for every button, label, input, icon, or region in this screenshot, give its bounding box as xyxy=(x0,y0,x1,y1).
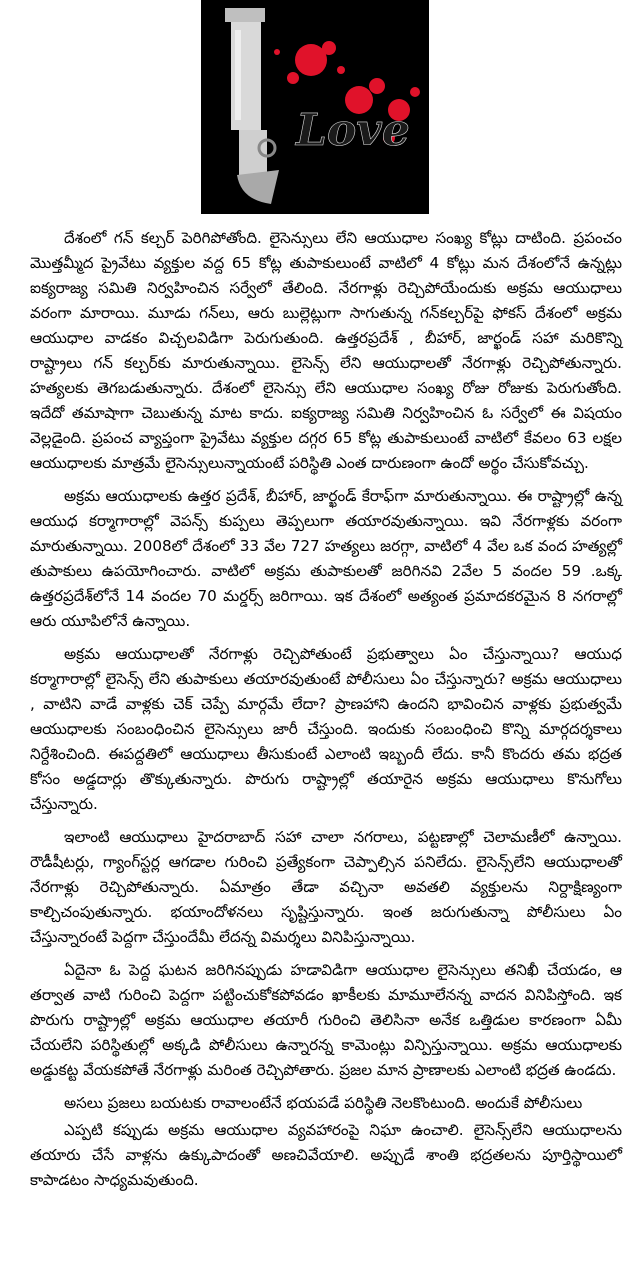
article-paragraph: అసలు ప్రజలు బయటకు రావాలంటేనే భయపడే పరిస్థితి నెలకొంటుంది. అందుకే పోలీసులు xyxy=(64,1094,583,1112)
article-body xyxy=(30,226,622,1201)
article-paragraph: అక్రమ ఆయుధాలతో నేరగాళ్లు రెచ్చిపోతుంటే ప్రభుత్వాలు ఏం చేస్తున్నాయి? ఆయుధ కర్మాగారాల్లో లైసెన్స్ లేని తుపాకులు తయారవుతుంటే పోలీసులు ఏం చేస్తున్నారు? అక్రమ ఆయుధాలు , వాటిని వాడే వాళ్లకు చెక్ చెప్పే మార్గమే లేదా? ప్రాణహాని ఉందని భావించిన వాళ్లకు ప్రభుత్వమే ఆయుధాలకు సంబంధించిన లైసెన్సులు జారీ చేస్తుంది. ఇందుకు సంబంధించి కొన్ని మార్గదర్శకాలు నిర్దేశించింది. ఈపద్దతిలో ఆయుధాలు తీసుకుంటే ఎలాంటి ఇబ్బందీ లేదు. కానీ కొందరు తమ భద్రత కోసం అడ్డదార్లు తొక్కుతున్నారు. పొరుగు రాష్ట్రాల్లో తయారైన అక్రమ ఆయుధాలు కొనుగోలు చేస్తున్నారు. xyxy=(30,645,622,813)
article-paragraph: ఎప్పటి కప్పుడు అక్రమ ఆయుధాల వ్యవహారంపై నిఘా ఉంచాలి. లైసెన్స్‌లేని ఆయుధాలను తయారు చేసే వాళ్లను ఉక్కుపాదంతో అణచివేయాలి. అప్పుడే శాంతి భద్రతలను పూర్తిస్థాయిలో కాపాడటం సాధ్యమవుతుంది. xyxy=(30,1121,622,1189)
gun-with-blood-splatter-icon xyxy=(201,0,429,214)
article-paragraph: ఇలాంటి ఆయుధాలు హైదరాబాద్ సహా చాలా నగరాలు, పట్టణాల్లో చెలామణీలో ఉన్నాయి. రౌడీషీటర్లు, గ్యాంగ్‌స్టర్ల ఆగడాల గురించి ప్రత్యేకంగా చెప్పాల్సిన పనిలేదు. లైసెన్స్‌లేని ఆయుధాలతో నేరగాళ్లు రెచ్చిపోతున్నారు. ఏమాత్రం తేడా వచ్చినా అవతలి వ్యక్తులను నిర్దాక్షిణ్యంగా కాల్చిచంపుతున్నారు. భయాందోళనలు సృష్టిస్తున్నారు. ఇంత జరుగుతున్నా పోలీసులు ఏం చేస్తున్నారంటే పెద్దగా చేస్తుందేమీ లేదన్న విమర్శలు వినిపిస్తున్నాయి. xyxy=(30,828,622,946)
love-logo-word: Love xyxy=(296,105,410,156)
article-paragraph: ఏదైనా ఓ పెద్ద ఘటన జరిగినప్పుడు హడావిడిగా ఆయుధాల లైసెన్సులు తనిఖీ చేయడం, ఆ తర్వాత వాటి గురించి పెద్దగా పట్టించుకోకపోవడం ఖాకీలకు మామూలేనన్న వాదన వినిపిస్తోంది. ఇక పొరుగు రాష్ట్రాల్లో అక్రమ ఆయుధాల తయారీ గురించి తెలిసినా అనేక ఒత్తిడుల కారణంగా ఏమీ చేయలేని పరిస్థితుల్లో అక్కడి పోలీసులు ఉన్నారన్న కామెంట్లు విన్పిస్తున్నాయి. అక్రమ ఆయుధాలకు అడ్డుకట్ట వేయకపోతే నేరగాళ్లు మరింత రెచ్చిపోతారు. ప్రజల మాన ప్రాణాలకు ఎలాంటి భద్రత ఉండదు. xyxy=(30,961,622,1079)
article-paragraph: అక్రమ ఆయుధాలకు ఉత్తర ప్రదేశ్, బీహార్, జార్ఖండ్ కేరాఫ్‌గా మారుతున్నాయి. ఈ రాష్ట్రాల్లో ఉన్న ఆయుధ కర్మాగారాల్లో వెపన్స్ కుప్పలు తెప్పలుగా తయారవుతున్నాయి. ఇవి నేరగాళ్లకు వరంగా మారుతున్నాయి. 2008లో దేశంలో 33 వేల 727 హత్యలు జరగ్గా, వాటిలో 4 వేల ఒక వంద హత్యల్లో తుపాకులు ఉపయోగించారు. వాటిలో అక్రమ తుపాకులతో జరిగినవి 2వేల 5 వందల 59 .ఒక్క ఉత్తరప్రదేశ్‌లోనే 14 వందల 70 మర్డర్స్ జరిగాయి. ఇక దేశంలో అత్యంత ప్రమాదకరమైన 8 నగరాల్లో ఆరు యూపిలోనే ఉన్నాయి. xyxy=(30,487,622,630)
article-paragraph: దేశంలో గన్ కల్చర్ పెరిగిపోతోంది. లైసెన్సులు లేని ఆయుధాల సంఖ్య కోట్లు దాటింది. ప్రపంచం మొత్తమ్మీద ప్రైవేటు వ్యక్తుల వద్ద 65 కోట్ల తుపాకులుంటే వాటిలో 4 కోట్లు మన దేశంలోనే ఉన్నట్లు ఐక్యరాజ్య సమితి నిర్వహించిన సర్వేలో తేలింది. నేరగాళ్లు రెచ్చిపోయేందుకు అక్రమ ఆయుధాలు వరంగా మారాయి. మూడు గన్‌లు, ఆరు బుల్లెట్లుగా సాగుతున్న గన్‌కల్చర్‌పై ఫోకస్ దేశంలో అక్రమ ఆయుధాల వాడకం విచ్చలవిడిగా పెరుగుతుంది. ఉత్తరప్రదేశ్ , బీహార్, జార్ఖండ్ సహా మరికొన్ని రాష్ట్రాలు గన్ కల్చర్‌కు మారుతున్నాయి. లైసెన్స్ లేని ఆయుధాలతో నేరగాళ్లు రెచ్చిపోతున్నారు. హత్యలకు తెగబడుతున్నారు. దేశంలో లైసెన్సు లేని ఆయుధాల సంఖ్య రోజు రోజుకు పెరుగుతోంది. ఇదేదో తమాషాగా చెబుతున్న మాట కాదు. ఐక్యరాజ్య సమితి నిర్వహించిన ఓ సర్వేలో ఈ విషయం వెల్లడైంది. ప్రపంచ వ్యాప్తంగా ప్రైవేటు వ్యక్తుల దగ్గర 65 కోట్ల తుపాకులుంటే వాటిలో కేవలం 63 లక్షల ఆయుధాలకు మాత్రమే లైసెన్సులున్నాయంటే పరిస్థితి ఎంత దారుణంగా ఉందో అర్థం చేసుకోవచ్చు. xyxy=(30,229,622,472)
gun-icon xyxy=(225,8,279,204)
article-image xyxy=(201,0,429,214)
